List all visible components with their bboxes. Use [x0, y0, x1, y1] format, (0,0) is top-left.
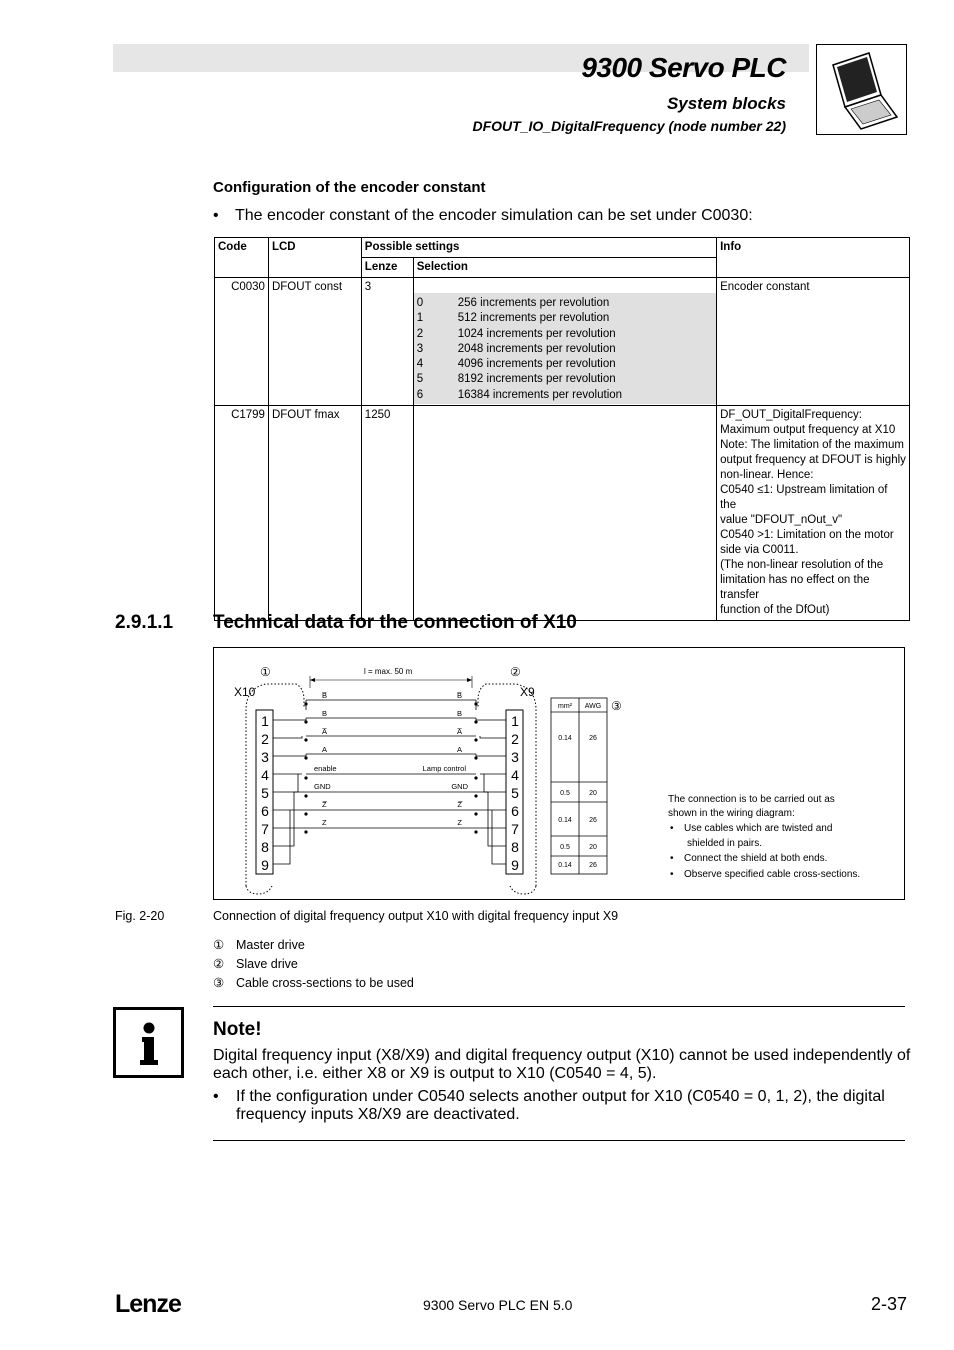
x10-pin: 5 — [261, 785, 269, 801]
x10-pin: 1 — [261, 713, 269, 729]
config-heading: Configuration of the encoder constant — [213, 179, 486, 196]
x10-label: X10 — [234, 685, 256, 699]
th-lcd: LCD — [268, 238, 361, 278]
bullet-marker: • — [213, 1088, 219, 1105]
x9-pin: 3 — [511, 749, 519, 765]
x10-pin: 4 — [261, 767, 269, 783]
signal-label: GND — [451, 782, 468, 791]
selection-list — [414, 293, 716, 404]
note-heading: Note! — [213, 1019, 262, 1040]
xsec-cell: 20 — [589, 790, 597, 797]
length-label: l = max. 50 m — [364, 667, 413, 676]
x9-label: X9 — [520, 685, 535, 699]
xsec-cell: 26 — [589, 862, 597, 869]
th-possible-settings: Possible settings — [361, 238, 716, 258]
th-lenze: Lenze — [361, 258, 413, 278]
xsec-header-awg: AWG — [584, 703, 602, 710]
bullet-marker: • — [213, 207, 219, 224]
row-selection — [413, 406, 716, 621]
wiring-diagram — [213, 647, 905, 900]
row-selection — [413, 278, 716, 406]
x9-pin: 4 — [511, 767, 519, 783]
note-bullet-text: If the configuration under C0540 selects another output for X10 (C0540 = 0, 1, 2), the digital frequency inputs X8/X9 are deactivated. — [236, 1088, 885, 1123]
x9-pin: 1 — [511, 713, 519, 729]
signal-label: Z — [457, 818, 462, 827]
section-title: Technical data for the connection of X10 — [213, 612, 577, 633]
row-lenze: 1250 — [361, 406, 413, 621]
xsec-cell: 0.14 — [558, 817, 572, 824]
signal-label: B — [322, 709, 328, 718]
note-top-rule — [213, 1006, 905, 1007]
page-number: 2-37 — [870, 1294, 907, 1314]
selection-item: 3 2048 increments per revolution — [416, 342, 616, 355]
diagram-note: Connect the shield at both ends. — [684, 853, 828, 864]
diagram-note: shielded in pairs. — [687, 838, 763, 849]
signal-label: Z — [322, 818, 327, 827]
selection-item: 6 16384 increments per revolution — [416, 388, 623, 401]
x10-pin: 2 — [261, 731, 269, 747]
section-subtitle: DFOUT_IO_DigitalFrequency (node number 22) — [472, 118, 786, 134]
legend-item: ① Master drive — [213, 938, 305, 952]
x9-pin: 2 — [511, 731, 519, 747]
config-bullet-text: The encoder constant of the encoder simulation can be set under C0030: — [235, 207, 753, 224]
x10-pin: 7 — [261, 821, 269, 837]
config-bullet — [213, 207, 753, 225]
diagram-note: Observe specified cable cross-sections. — [684, 869, 861, 880]
encoder-config-table — [214, 237, 910, 621]
note-text: Digital frequency input (X8/X9) and digital frequency output (X10) cannot be used independently of each other, i.e. either X8 or X9 is output to X10 (C0540 = 4, 5). — [213, 1047, 911, 1082]
signal-label: Lamp control — [422, 764, 466, 773]
th-code: Code — [215, 238, 269, 278]
selection-item: 5 8192 increments per revolution — [416, 373, 616, 386]
xsec-header-mm: mm² — [558, 703, 572, 710]
diagram-note: Use cables which are twisted and — [684, 823, 833, 834]
lenze-logo: Lenze — [115, 1290, 181, 1318]
info-icon — [113, 1007, 184, 1078]
note-bottom-rule — [213, 1140, 905, 1141]
diagram-note: The connection is to be carried out as — [668, 794, 835, 805]
signal-label: enable — [314, 764, 337, 773]
selection-item: 1 512 increments per revolution — [416, 312, 610, 325]
th-selection: Selection — [413, 258, 716, 278]
chapter-subtitle: System blocks — [666, 94, 786, 113]
signal-label: Z̅ — [457, 800, 462, 809]
xsec-cell: 0.14 — [558, 735, 572, 742]
signal-label: A — [456, 745, 462, 754]
page-title: 9300 Servo PLC — [581, 52, 786, 83]
selection-item: 4 4096 increments per revolution — [416, 358, 616, 371]
xsec-cell: 20 — [589, 844, 597, 851]
figure-label: Fig. 2-20 — [115, 909, 165, 923]
row-lcd: DFOUT fmax — [268, 406, 361, 621]
xsec-cell: 0.14 — [558, 862, 572, 869]
xsec-cell: 0.5 — [560, 844, 570, 851]
x9-pin: 9 — [511, 857, 519, 873]
note-bullet — [213, 1088, 913, 1124]
signal-label: B̅ — [456, 691, 462, 700]
x10-pin: 9 — [261, 857, 269, 873]
diagram-note: shown in the wiring diagram: — [668, 808, 795, 819]
xsec-cell: 26 — [589, 817, 597, 824]
x9-pin: 7 — [511, 821, 519, 837]
x9-pin: 8 — [511, 839, 519, 855]
selection-item: 0 256 increments per revolution — [416, 297, 610, 309]
footer-doc-id: 9300 Servo PLC EN 5.0 — [423, 1297, 573, 1313]
signal-label: A — [322, 745, 328, 754]
signal-label: A̅ — [456, 727, 462, 736]
x9-pin: 5 — [511, 785, 519, 801]
selection-item: 2 1024 increments per revolution — [416, 327, 616, 340]
note-bullet-marker: • — [670, 869, 674, 880]
laptop-icon — [816, 44, 907, 135]
row-code: C1799 — [215, 406, 269, 621]
marker-xsec: ③ — [611, 699, 622, 713]
x10-pin: 6 — [261, 803, 269, 819]
signal-label: Z̅ — [322, 800, 327, 809]
row-code: C0030 — [215, 278, 269, 406]
xsec-cell: 26 — [589, 735, 597, 742]
row-info: Encoder constant — [717, 278, 910, 406]
row-lenze: 3 — [361, 278, 413, 406]
marker-slave: ② — [510, 665, 521, 679]
note-bullet-marker: • — [670, 823, 674, 834]
signal-label: B̅ — [322, 691, 328, 700]
legend-item: ② Slave drive — [213, 957, 298, 971]
signal-label: A̅ — [322, 727, 328, 736]
signal-label: B — [456, 709, 462, 718]
xsec-cell: 0.5 — [560, 790, 570, 797]
x10-pin: 3 — [261, 749, 269, 765]
note-bullet-marker: • — [670, 853, 674, 864]
figure-caption: Connection of digital frequency output X10 with digital frequency input X9 — [213, 909, 619, 923]
x9-pin: 6 — [511, 803, 519, 819]
signal-label: GND — [314, 782, 331, 791]
row-info: DF_OUT_DigitalFrequency: Maximum output frequency at X10 Note: The limitation of the maximum output frequency at DFOUT is highly non-linear. Hence: C0540 ≤1: Upstream limitation of the value "DFOUT_nOut_v" C0540 >1: Limitation on the motor side via C0011. (The non-linear resolution of the limitation has no effect on the transfer function of the DfOut) — [717, 406, 910, 621]
legend-item: ③ Cable cross-sections to be used — [213, 976, 414, 990]
section-number: 2.9.1.1 — [115, 612, 174, 633]
th-info: Info — [717, 238, 910, 278]
row-lcd: DFOUT const — [268, 278, 361, 406]
marker-master: ① — [260, 665, 271, 679]
x10-pin: 8 — [261, 839, 269, 855]
